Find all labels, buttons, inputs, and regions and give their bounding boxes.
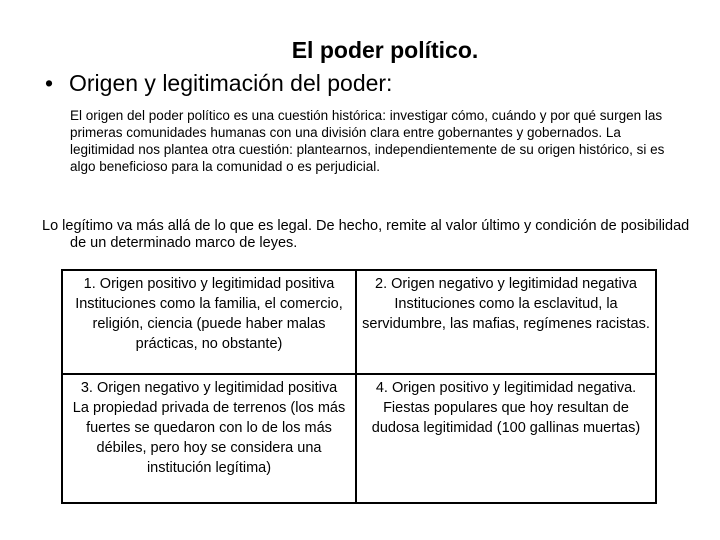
bullet-icon: •	[45, 70, 54, 96]
quadrant-3-heading: 3. Origen negativo y legitimidad positiva	[80, 380, 338, 396]
legitimacy-paragraph: Lo legítimo va más allá de lo que es legal. De hecho, remite al valor último y condición de posibilidad de un determinado marco de leyes.	[42, 218, 690, 251]
quadrant-1	[63, 271, 357, 375]
quadrant-4-body: Fiestas populares que hoy resultan de dudosa legitimidad (100 gallinas muertas)	[371, 400, 641, 436]
quadrant-2-body: Instituciones como la esclavitud, la servidumbre, las mafias, regímenes racistas.	[362, 296, 650, 332]
origin-paragraph: El origen del poder político es una cuestión histórica: investigar cómo, cuándo y por qué surgen las primeras comunidades humanas con una división clara entre gobernantes y gobernados. La legitimidad nos plantea otra cuestión: plantearnos, independientemente de su origen histórico, si es algo beneficioso para la comunidad o es perjudicial.	[70, 108, 665, 174]
bullet-heading	[45, 69, 392, 97]
quadrant-1-heading: 1. Origen positivo y legitimidad positiva	[83, 276, 335, 292]
quadrant-4	[357, 375, 655, 502]
quadrant-table	[61, 269, 657, 504]
slide-title: El poder político.	[291, 37, 479, 63]
quadrant-3-body: La propiedad privada de terrenos (los más fuertes se quedaron con lo de los más débiles, pero hoy se considera una institución legítima)	[72, 400, 346, 476]
quadrant-2-heading: 2. Origen negativo y legitimidad negativa	[375, 276, 637, 292]
bullet-heading-text: Origen y legitimación del poder:	[69, 70, 393, 96]
quadrant-2	[357, 271, 655, 375]
quadrant-3	[63, 375, 357, 502]
quadrant-4-heading: 4. Origen positivo y legitimidad negativa.	[375, 380, 637, 396]
quadrant-1-body: Instituciones como la familia, el comercio, religión, ciencia (puede haber malas prácticas, no obstante)	[75, 296, 343, 352]
